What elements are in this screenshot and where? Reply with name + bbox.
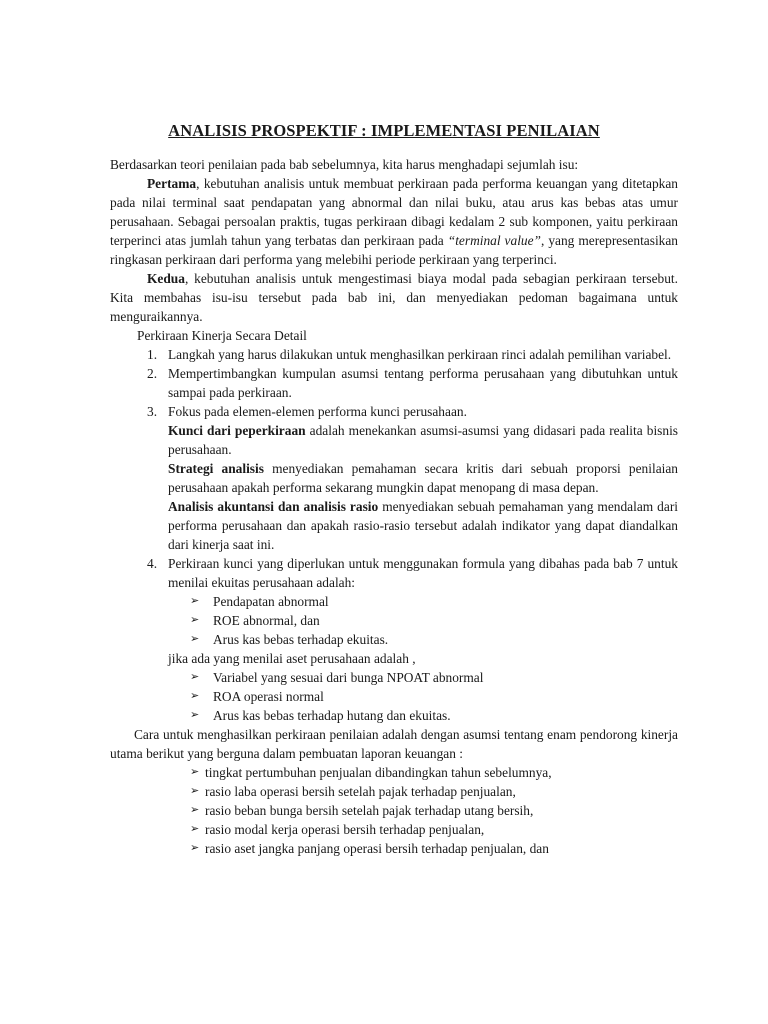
list-text: Arus kas bebas terhadap hutang dan ekuitas.: [213, 708, 451, 723]
paragraph-text: , kebutuhan analisis untuk mengestimasi biaya modal pada sebagian perkiraan tersebut. Kita membahas isu-isu tersebut pada bab ini, dan menyediakan pedoman bagaimana untuk menguraikannya.: [110, 271, 678, 324]
paragraph-kedua: [110, 269, 678, 326]
list-item: [110, 782, 678, 801]
equity-items-list: [110, 592, 678, 649]
steps-list: [110, 345, 678, 421]
list-item: [110, 630, 678, 649]
intro-paragraph: Berdasarkan teori penilaian pada bab sebelumnya, kita harus menghadapi sejumlah isu:: [110, 157, 579, 172]
arrow-bullet-icon: ➢: [190, 804, 200, 816]
list-text: rasio beban bunga bersih setelah pajak terhadap utang bersih,: [205, 803, 534, 818]
paragraph-pertama: [110, 174, 678, 269]
focus-text: adalah menekankan asumsi-asumsi yang didasari pada realita bisnis perusahaan.: [168, 423, 678, 457]
arrow-bullet-icon: ➢: [190, 842, 200, 854]
list-item: [110, 706, 678, 725]
list-text: Variabel yang sesuai dari bunga NPOAT abnormal: [213, 670, 484, 685]
list-text: rasio aset jangka panjang operasi bersih terhadap penjualan, dan: [205, 841, 549, 856]
list-text: Perkiraan kunci yang diperlukan untuk menggunakan formula yang dibahas pada bab 7 untuk menilai ekuitas perusahaan adalah:: [168, 556, 678, 590]
arrow-bullet-icon: ➢: [190, 633, 200, 645]
paragraph-text: , kebutuhan analisis untuk membuat perkiraan pada performa keuangan yang ditetapkan pada nilai terminal saat pendapatan yang abnormal dan nilai buku, atau arus kas bebas atas umur perusahaan. Sebagai persoalan praktis, tugas perkiraan dibagi kedalam 2 sub komponen, yaitu perkiraan terperinci atas jumlah tahun yang terbatas dan perkiraan pada: [110, 176, 678, 248]
list-number: 2.: [147, 366, 158, 381]
arrow-bullet-icon: ➢: [190, 823, 200, 835]
list-number: 4.: [147, 556, 158, 571]
focus-lead: Kunci dari peperkiraan: [168, 423, 306, 438]
lead-pertama: Pertama: [147, 176, 197, 191]
focus-lead: Strategi analisis: [168, 461, 264, 476]
focus-text: menyediakan sebuah pemahaman yang mendalam dari performa perusahaan dan apakah rasio-rasio tersebut adalah indikator yang dapat diandalkan dari kinerja saat ini.: [168, 499, 679, 552]
arrow-bullet-icon: ➢: [190, 671, 200, 683]
arrow-bullet-icon: ➢: [190, 614, 200, 626]
list-item: [110, 839, 678, 858]
section-subheading: Perkiraan Kinerja Secara Detail: [137, 328, 307, 343]
list-text: Fokus pada elemen-elemen performa kunci perusahaan.: [168, 404, 467, 419]
list-item: [110, 611, 678, 630]
list-item: [110, 763, 678, 782]
list-item: [110, 592, 678, 611]
focus-text: menyediakan pemahaman secara kritis dari sebuah proporsi penilaian perusahaan apakah performa sekarang mungkin dapat menopang di masa depan.: [168, 461, 678, 495]
list-number: 1.: [147, 347, 158, 362]
lead-kedua: Kedua: [147, 271, 185, 286]
asset-intro: jika ada yang menilai aset perusahaan adalah ,: [168, 651, 416, 666]
list-text: Mempertimbangkan kumpulan asumsi tentang performa perusahaan yang dibutuhkan untuk sampai pada perkiraan.: [168, 366, 678, 400]
list-item: [110, 364, 678, 402]
list-text: ROE abnormal, dan: [213, 613, 320, 628]
list-item: [110, 687, 678, 706]
list-item: [110, 668, 678, 687]
list-text: Arus kas bebas terhadap ekuitas.: [213, 632, 389, 647]
list-item: [110, 345, 678, 364]
list-item: [110, 801, 678, 820]
list-text: rasio laba operasi bersih setelah pajak terhadap penjualan,: [205, 784, 516, 799]
focus-item: [168, 421, 678, 459]
document-body: [110, 155, 678, 858]
arrow-bullet-icon: ➢: [190, 709, 200, 721]
drivers-intro: Cara untuk menghasilkan perkiraan penilaian adalah dengan asumsi tentang enam pendorong kinerja utama berikut yang berguna dalam pembuatan laporan keuangan :: [110, 727, 678, 761]
arrow-bullet-icon: ➢: [190, 595, 200, 607]
arrow-bullet-icon: ➢: [190, 766, 200, 778]
focus-lead: Analisis akuntansi dan analisis rasio: [168, 499, 379, 514]
arrow-bullet-icon: ➢: [190, 690, 200, 702]
paragraph-text: , yang merepresentasikan ringkasan perkiraan dari performa yang melebihi periode perkiraan yang terperinci.: [110, 233, 678, 267]
focus-item: [168, 459, 678, 497]
list-number: 3.: [147, 404, 158, 419]
asset-items-list: [110, 668, 678, 725]
arrow-bullet-icon: ➢: [190, 785, 200, 797]
list-text: tingkat pertumbuhan penjualan dibandingkan tahun sebelumnya,: [205, 765, 552, 780]
list-item: [110, 402, 678, 421]
drivers-list: [110, 763, 678, 858]
page-title: ANALISIS PROSPEKTIF : IMPLEMENTASI PENILAIAN: [168, 121, 600, 140]
list-text: rasio modal kerja operasi bersih terhadap penjualan,: [205, 822, 485, 837]
steps-list-continued: [110, 554, 678, 592]
list-item: [110, 820, 678, 839]
list-text: Pendapatan abnormal: [213, 594, 329, 609]
focus-item: [168, 497, 678, 554]
list-item: [110, 554, 678, 592]
list-text: ROA operasi normal: [213, 689, 324, 704]
term-terminal-value: “terminal value”: [447, 233, 542, 248]
list-text: Langkah yang harus dilakukan untuk menghasilkan perkiraan rinci adalah pemilihan variabel.: [168, 347, 672, 362]
